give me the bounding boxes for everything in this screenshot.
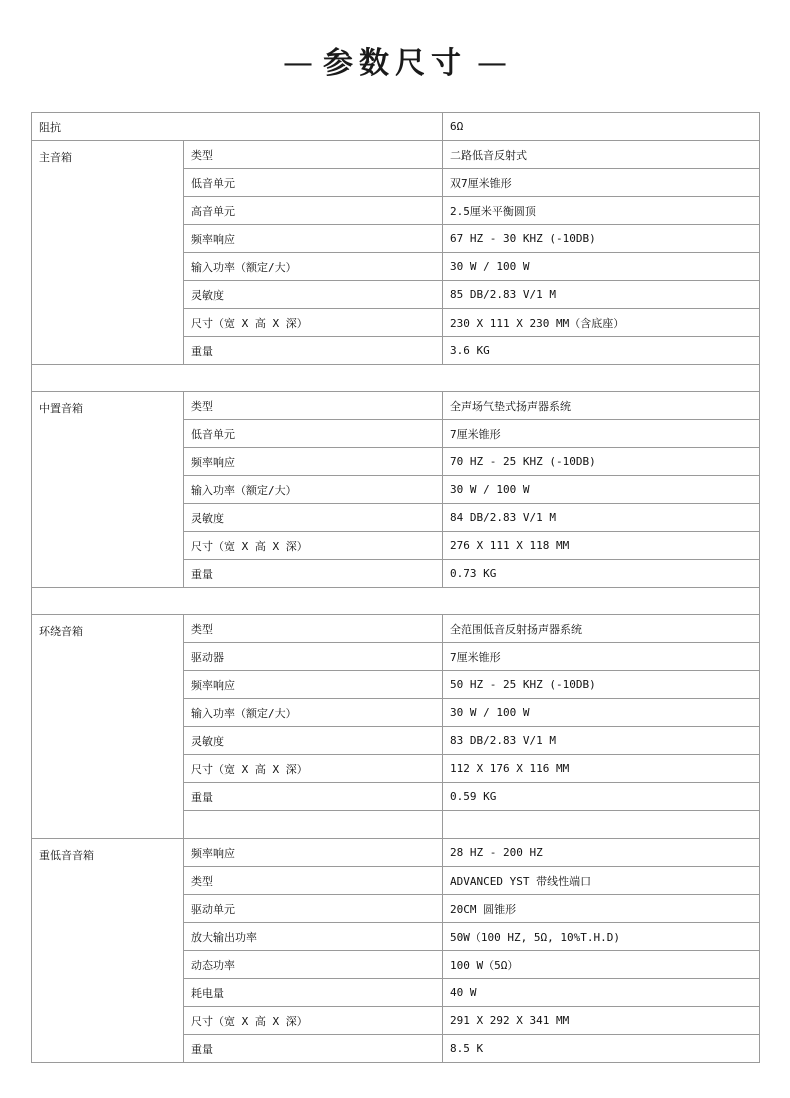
spec-label: 驱动单元 (184, 895, 443, 923)
spec-value: 230 X 111 X 230 MM（含底座） (443, 309, 760, 337)
title-dash-left: — (283, 46, 313, 81)
spec-value: 7厘米锥形 (443, 420, 760, 448)
spec-label: 类型 (184, 141, 443, 169)
spec-value: 30 W / 100 W (443, 253, 760, 281)
spec-value: 2.5厘米平衡圆顶 (443, 197, 760, 225)
surround-speaker-group (32, 615, 760, 839)
spec-label: 重量 (184, 560, 443, 588)
spacer-row (32, 588, 760, 615)
blank-cell (443, 811, 760, 839)
group-label: 环绕音箱 (32, 615, 184, 839)
spec-row (32, 392, 760, 420)
spec-label: 灵敏度 (184, 504, 443, 532)
spec-value: 3.6 KG (443, 337, 760, 365)
spec-value: 8.5 K (443, 1035, 760, 1063)
title-dash-right: — (477, 46, 507, 81)
spec-label: 频率响应 (184, 225, 443, 253)
spec-label: 频率响应 (184, 448, 443, 476)
spec-value: 双7厘米锥形 (443, 169, 760, 197)
spec-label: 低音单元 (184, 420, 443, 448)
spec-value: 0.73 KG (443, 560, 760, 588)
spec-label: 输入功率（额定/大） (184, 476, 443, 504)
spec-value: 28 HZ - 200 HZ (443, 839, 760, 867)
blank-cell (184, 811, 443, 839)
spec-value: 67 HZ - 30 KHZ (-10DB) (443, 225, 760, 253)
page-title (0, 38, 790, 82)
group-label: 中置音箱 (32, 392, 184, 588)
spec-row (32, 141, 760, 169)
spec-value: 二路低音反射式 (443, 141, 760, 169)
spec-value: 291 X 292 X 341 MM (443, 1007, 760, 1035)
spec-label: 重量 (184, 783, 443, 811)
spec-label: 灵敏度 (184, 727, 443, 755)
spacer-cell (32, 365, 760, 392)
center-speaker-group (32, 392, 760, 588)
spec-value: 0.59 KG (443, 783, 760, 811)
spec-label: 类型 (184, 392, 443, 420)
spec-label: 输入功率（额定/大） (184, 253, 443, 281)
impedance-label: 阻抗 (32, 113, 443, 141)
spec-value: 20CM 圆锥形 (443, 895, 760, 923)
impedance-value: 6Ω (443, 113, 760, 141)
title-text: 参数尺寸 (323, 46, 467, 81)
spec-value: 全范围低音反射扬声器系统 (443, 615, 760, 643)
spec-label: 尺寸（宽 X 高 X 深） (184, 1007, 443, 1035)
impedance-row (32, 113, 760, 141)
main-speaker-group (32, 141, 760, 365)
spec-value: 70 HZ - 25 KHZ (-10DB) (443, 448, 760, 476)
subwoofer-group (32, 839, 760, 1063)
spec-value: 100 W（5Ω） (443, 951, 760, 979)
spec-row (32, 615, 760, 643)
spacer-row (32, 365, 760, 392)
spec-label: 尺寸（宽 X 高 X 深） (184, 755, 443, 783)
spec-value: 85 DB/2.83 V/1 M (443, 281, 760, 309)
spec-value: 50W（100 HZ, 5Ω, 10%T.H.D) (443, 923, 760, 951)
spec-label: 类型 (184, 615, 443, 643)
spec-value: 全声场气垫式扬声器系统 (443, 392, 760, 420)
spec-value: 7厘米锥形 (443, 643, 760, 671)
group-label: 重低音音箱 (32, 839, 184, 1063)
spec-label: 尺寸（宽 X 高 X 深） (184, 309, 443, 337)
spec-value: 83 DB/2.83 V/1 M (443, 727, 760, 755)
spec-label: 驱动器 (184, 643, 443, 671)
spec-value: 50 HZ - 25 KHZ (-10DB) (443, 671, 760, 699)
spec-label: 尺寸（宽 X 高 X 深） (184, 532, 443, 560)
spec-label: 放大输出功率 (184, 923, 443, 951)
spec-row (32, 839, 760, 867)
spec-value: 84 DB/2.83 V/1 M (443, 504, 760, 532)
spec-value: 276 X 111 X 118 MM (443, 532, 760, 560)
spec-label: 低音单元 (184, 169, 443, 197)
spec-label: 重量 (184, 1035, 443, 1063)
spec-label: 重量 (184, 337, 443, 365)
spec-label: 动态功率 (184, 951, 443, 979)
spec-label: 耗电量 (184, 979, 443, 1007)
spec-value: 112 X 176 X 116 MM (443, 755, 760, 783)
spec-label: 频率响应 (184, 671, 443, 699)
spec-value: 30 W / 100 W (443, 476, 760, 504)
spec-value: 40 W (443, 979, 760, 1007)
spec-table (31, 112, 760, 1063)
spec-label: 类型 (184, 867, 443, 895)
spec-label: 频率响应 (184, 839, 443, 867)
spacer-cell (32, 588, 760, 615)
spec-label: 灵敏度 (184, 281, 443, 309)
group-label: 主音箱 (32, 141, 184, 365)
spec-value: 30 W / 100 W (443, 699, 760, 727)
spec-label: 高音单元 (184, 197, 443, 225)
spec-label: 输入功率（额定/大） (184, 699, 443, 727)
spec-value: ADVANCED YST 带线性端口 (443, 867, 760, 895)
